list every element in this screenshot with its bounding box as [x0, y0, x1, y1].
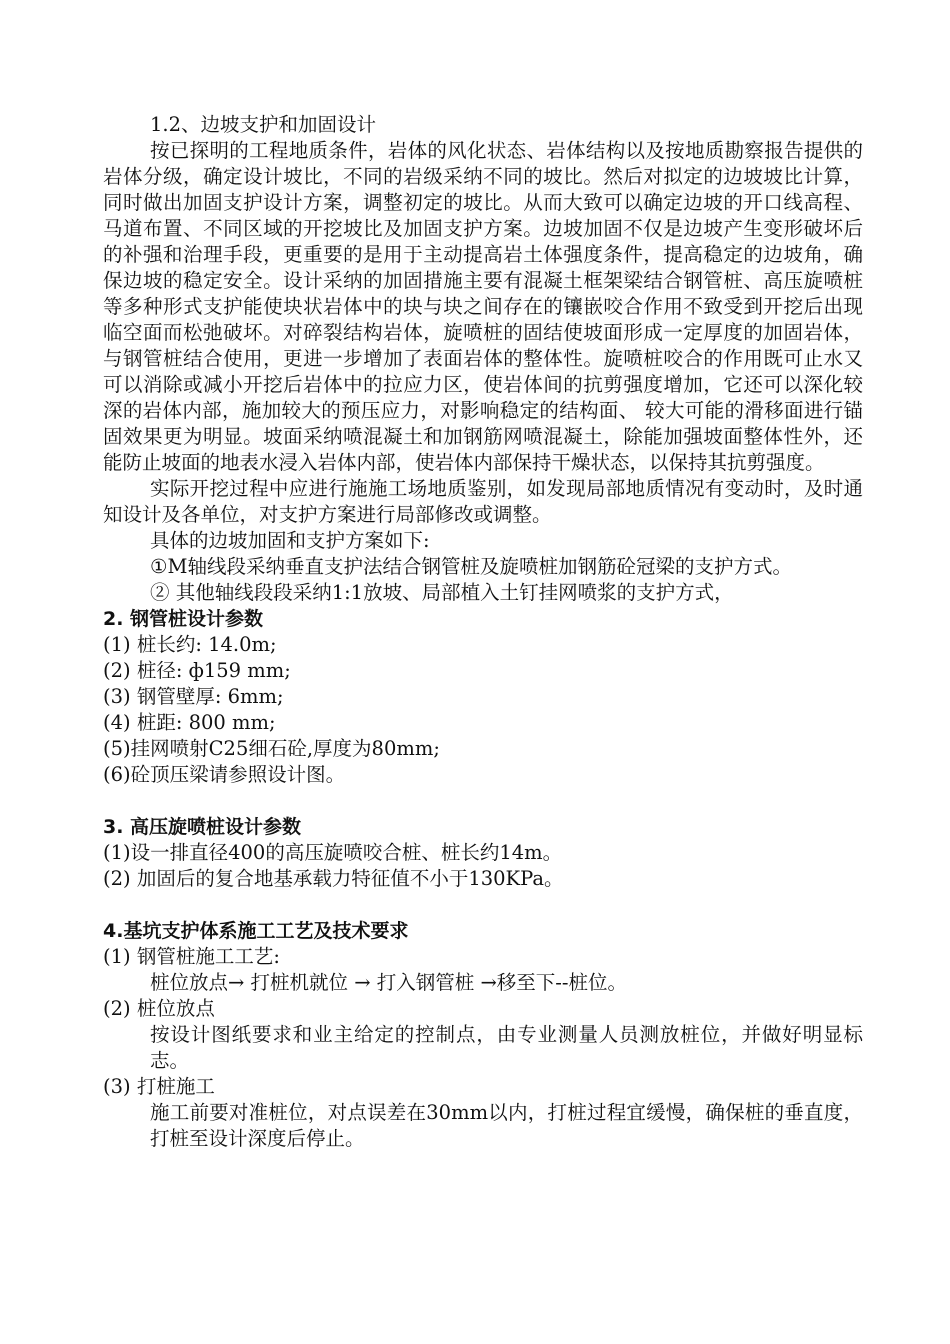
section-4-step-text: 按设计图纸要求和业主给定的控制点，由专业测量人员测放桩位，并做好明显标志。 — [150, 1023, 863, 1072]
section-2-item: (1) 桩长约: 14.0m; — [103, 633, 277, 656]
section-1-2-paragraph-4: ①M轴线段采纳垂直支护法结合钢管桩及旋喷桩加钢筋砼冠梁的支护方式。 — [150, 555, 792, 578]
section-3-item: (2) 加固后的复合地基承载力特征值不小于130KPa。 — [103, 867, 564, 890]
section-4-step-label: (3) 打桩施工 — [103, 1075, 215, 1098]
section-4-step-text: 桩位放点→ 打桩机就位 → 打入钢管桩 →移至下--桩位。 — [150, 971, 627, 994]
section-2-item: (3) 钢管壁厚: 6mm; — [103, 685, 284, 708]
spacer — [103, 892, 863, 918]
section-1-2-paragraph-3: 具体的边坡加固和支护方案如下: — [150, 529, 430, 552]
section-1-2-paragraph-5: ② 其他轴线段段采纳1:1放坡、局部植入土钉挂网喷浆的支护方式， — [150, 581, 734, 604]
section-3-heading: 3. 高压旋喷桩设计参数 — [103, 816, 302, 838]
section-4-heading: 4.基坑支护体系施工工艺及技术要求 — [103, 920, 409, 942]
document-page — [103, 112, 863, 1152]
section-2-item: (4) 桩距: 800 mm; — [103, 711, 276, 734]
spacer — [103, 788, 863, 814]
section-1-2-paragraph-1: 按已探明的工程地质条件，岩体的风化状态、岩体结构以及按地质勘察报告提供的岩体分级，确定设计坡比，不同的岩级采纳不同的坡比。然后对拟定的边坡坡比计算，同时做出加固支护设计方案，调整初定的坡比。从而大致可以确定边坡的开口线高程、马道布置、不同区域的开挖坡比及加固支护方案。边坡加固不仅是边坡产生变形破坏后的补强和治理手段，更重要的是用于主动提高岩土体强度条件，提高稳定的边坡角，确保边坡的稳定安全。设计采纳的加固措施主要有混凝土框架梁结合钢管桩、高压旋喷桩等多种形式支护能使块状岩体中的块与块之间存在的镶嵌咬合作用不致受到开挖后出现临空面而松弛破坏。对碎裂结构岩体，旋喷桩的固结使坡面形成一定厚度的加固岩体，与钢管桩结合使用，更进一步增加了表面岩体的整体性。旋喷桩咬合的作用既可止水又可以消除或减小开挖后岩体中的拉应力区，使岩体间的抗剪强度增加，它还可以深化较深的岩体内部，施加较大的预压应力，对影响稳定的结构面、 较大可能的滑移面进行锚固效果更为明显。坡面采纳喷混凝土和加钢筋网喷混凝土，除能加强坡面整体性外，还能防止坡面的地表水浸入岩体内部，使岩体内部保持干燥状态，以保持其抗剪强度。 — [103, 139, 863, 474]
section-1-2-paragraph-2: 实际开挖过程中应进行施施工场地质鉴别，如发现局部地质情况有变动时，及时通知设计及各单位，对支护方案进行局部修改或调整。 — [103, 477, 863, 526]
section-2-item: (6)砼顶压梁请参照设计图。 — [103, 763, 346, 786]
section-2-item: (2) 桩径: ф159 mm; — [103, 659, 291, 682]
section-3-item: (1)设一排直径400的高压旋喷咬合桩、桩长约14m。 — [103, 841, 563, 864]
section-2-item: (5)挂网喷射C25细石砼,厚度为80mm; — [103, 737, 440, 760]
section-2-heading: 2. 钢管桩设计参数 — [103, 608, 264, 630]
section-4-step-label: (2) 桩位放点 — [103, 997, 215, 1020]
section-4-step-text: 施工前要对准桩位，对点误差在30mm以内，打桩过程宜缓慢，确保桩的垂直度，打桩至设计深度后停止。 — [150, 1101, 863, 1150]
section-4-step-label: (1) 钢管桩施工工艺: — [103, 945, 280, 968]
section-1-2-title: 1.2、边坡支护和加固设计 — [150, 113, 377, 136]
